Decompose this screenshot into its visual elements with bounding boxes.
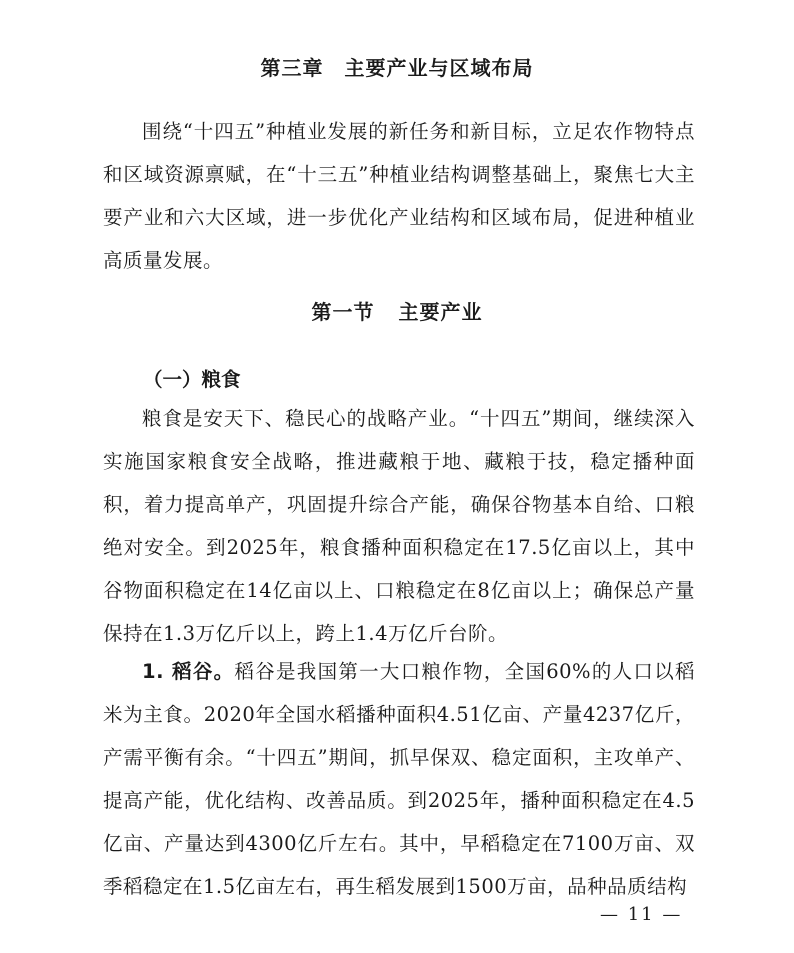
rice-text: 稻谷是我国第一大口粮作物，全国60%的人口以稻米为主食。2020年全国水稻播种面积4.51亿亩、产量4237亿斤，产需平衡有余。“十四五”期间，抓早保双、稳定面积，主攻单产、提高产能，优化结构、改善品质。到2025年，播种面积稳定在4.5亿亩、产量达到4300亿斤左右。其中，早稻稳定在7100万亩、双季稻稳定在1.5亿亩左右，再生稻发展到1500万亩，品种品质结构: [103, 660, 696, 898]
intro-paragraph: 围绕“十四五”种植业发展的新任务和新目标，立足农作物特点和区域资源禀赋，在“十三五”种植业结构调整基础上，聚焦七大主要产业和六大区域，进一步优化产业结构和区域布局，促进种植业高质量发展。: [103, 120, 695, 272]
subsection-heading: （一）粮食: [143, 368, 241, 391]
page-number: — 11 —: [600, 904, 683, 925]
section-number: 第一节: [311, 300, 375, 324]
grain-paragraph: 粮食是安天下、稳民心的战略产业。“十四五”期间，继续深入实施国家粮食安全战略，推进藏粮于地、藏粮于技，稳定播种面积，着力提高单产，巩固提升综合产能，确保谷物基本自给、口粮绝对安全。到2025年，粮食播种面积稳定在17.5亿亩以上，其中谷物面积稳定在14亿亩以上、口粮稳定在8亿亩以上；确保总产量保持在1.3万亿斤以上，跨上1.4万亿斤台阶。: [103, 407, 695, 645]
section-name: 主要产业: [398, 300, 483, 324]
chapter-title: 第三章 主要产业与区域布局: [260, 56, 534, 80]
section-title: [0, 296, 794, 325]
rice-lead: 1. 稻谷。: [142, 660, 235, 683]
rice-paragraph: [103, 650, 695, 908]
